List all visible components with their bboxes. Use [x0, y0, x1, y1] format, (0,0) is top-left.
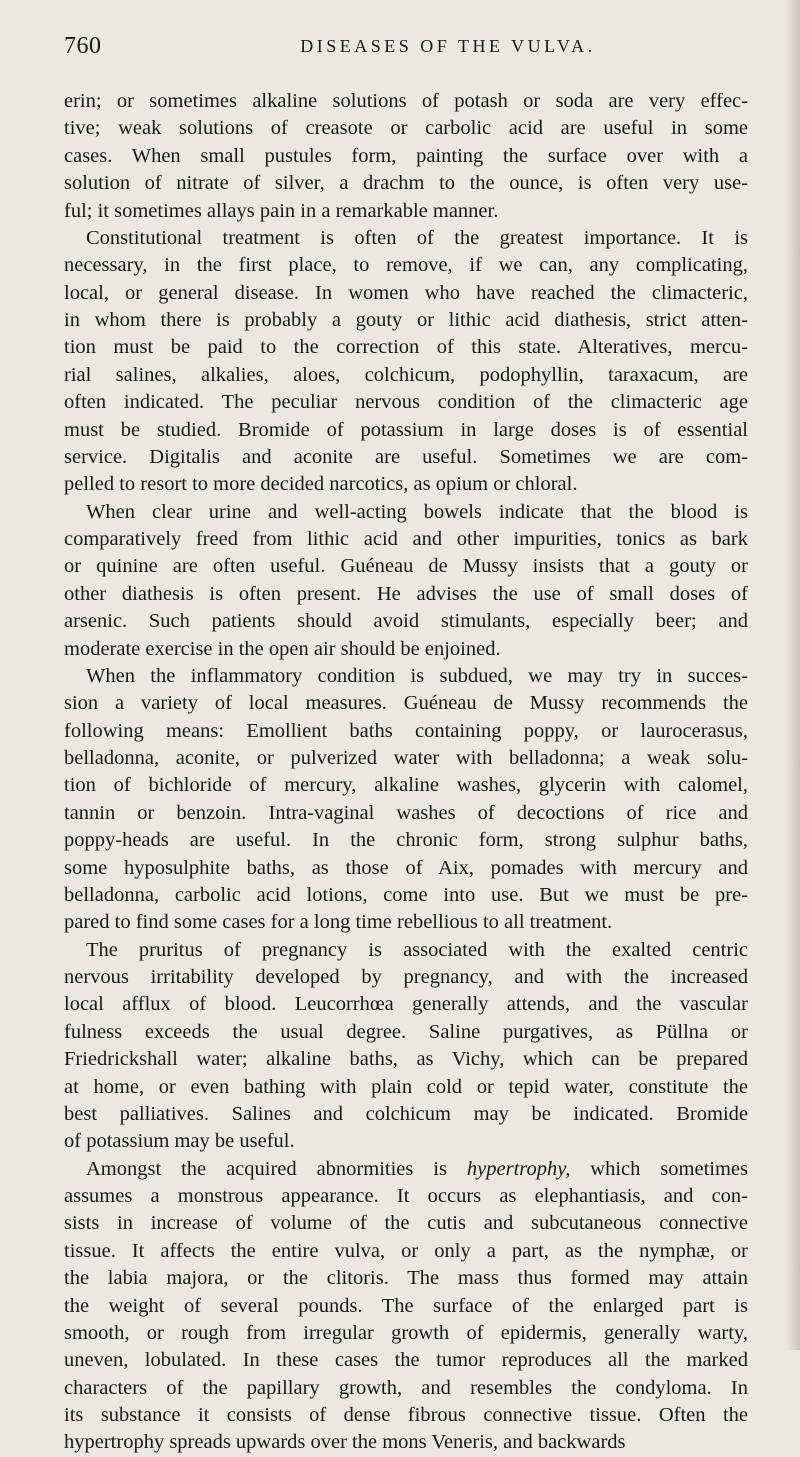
text-line: sion a variety of local measures. Guéneau de Mussy recommends the: [64, 692, 748, 715]
text-line: Constitutional treatment is often of the greatest importance. It is: [86, 226, 748, 249]
text-line: characters of the papillary growth, and resembles the condyloma. In: [64, 1376, 748, 1399]
body-text: [64, 88, 748, 1457]
text-line: its substance it consists of dense fibrous connective tissue. Often the: [64, 1404, 748, 1426]
text-line: often indicated. The peculiar nervous condition of the climacteric age: [64, 391, 748, 414]
text-line: assumes a monstrous appearance. It occurs as elephantiasis, and con-: [64, 1185, 748, 1207]
running-title: DISEASES OF THE VULVA.: [300, 36, 596, 56]
page-number: 760: [64, 33, 102, 59]
page-edge-shadow: [786, 0, 800, 1350]
text-line: When clear urine and well-acting bowels indicate that the blood is: [86, 500, 748, 523]
text-line: poppy-heads are useful. In the chronic form, strong sulphur baths,: [64, 829, 748, 852]
text-line: uneven, lobulated. In these cases the tumor reproduces all the marked: [64, 1349, 748, 1372]
text-line: other diathesis is often present. He advises the use of small doses of: [64, 582, 748, 605]
text-line: some hyposulphite baths, as those of Aix, pomades with mercury and: [64, 856, 748, 879]
text-line: tive; weak solutions of creasote or carbolic acid are useful in some: [64, 117, 748, 140]
text-line: sists in increase of volume of the cutis and subcutaneous connective: [64, 1212, 748, 1235]
text-line: the weight of several pounds. The surface of the enlarged part is: [64, 1294, 748, 1317]
text-line: smooth, or rough from irregular growth of epidermis, generally warty,: [64, 1321, 748, 1344]
text-line: The pruritus of pregnancy is associated with the exalted centric: [86, 938, 748, 961]
text-line: the labia majora, or the clitoris. The mass thus formed may attain: [64, 1267, 748, 1290]
text-line: arsenic. Such patients should avoid stimulants, especially beer; and: [64, 610, 748, 633]
text-line: cases. When small pustules form, painting the surface over with a: [64, 144, 748, 167]
text-line: tion of bichloride of mercury, alkaline washes, glycerin with calomel,: [64, 774, 748, 797]
text-line: at home, or even bathing with plain cold or tepid water, constitute the: [64, 1075, 748, 1098]
text-line: tannin or benzoin. Intra-vaginal washes of decoctions of rice and: [64, 801, 748, 824]
text-line: in whom there is probably a gouty or lithic acid diathesis, strict atten-: [64, 309, 748, 331]
text-line: erin; or sometimes alkaline solutions of potash or soda are very effec-: [64, 90, 748, 112]
text-segment: Amongst the acquired abnormities is: [86, 1157, 447, 1180]
text-line: ful; it sometimes allays pain in a remarkable manner.: [64, 199, 499, 222]
text-line: moderate exercise in the open air should be enjoined.: [64, 637, 501, 660]
text-line: must be studied. Bromide of potassium in large doses is of essential: [64, 418, 748, 441]
text-line: local afflux of blood. Leucorrhœa generally attends, and the vascular: [64, 993, 748, 1016]
italic-term: hypertrophy,: [466, 1157, 571, 1180]
text-line: best palliatives. Salines and colchicum may be indicated. Bromide: [64, 1102, 748, 1125]
text-line: solution of nitrate of silver, a drachm to the ounce, is often very use-: [64, 172, 748, 195]
text-line: following means: Emollient baths containing poppy, or laurocerasus,: [64, 719, 748, 742]
text-segment: which sometimes: [590, 1157, 748, 1180]
text-line: When the inflammatory condition is subdued, we may try in succes-: [86, 664, 748, 687]
text-line: belladonna, carbolic acid lotions, come into use. But we must be pre-: [64, 883, 748, 906]
text-line: Friedrickshall water; alkaline baths, as Vichy, which can be prepared: [64, 1048, 748, 1071]
text-line: or quinine are often useful. Guéneau de Mussy insists that a gouty or: [64, 555, 748, 578]
text-line: local, or general disease. In women who have reached the climacteric,: [64, 281, 748, 304]
text-line: [64, 1156, 748, 1183]
text-line: of potassium may be useful.: [64, 1130, 295, 1153]
text-line: service. Digitalis and aconite are useful. Sometimes we are com-: [64, 445, 748, 468]
text-line: nervous irritability developed by pregnancy, and with the increased: [64, 966, 748, 988]
running-head: [64, 28, 748, 64]
text-line: necessary, in the first place, to remove, if we can, any complicating,: [64, 254, 748, 277]
text-line: pelled to resort to more decided narcotics, as opium or chloral.: [64, 473, 578, 496]
text-line: tissue. It affects the entire vulva, or only a part, as the nymphæ, or: [64, 1239, 748, 1262]
text-line: tion must be paid to the correction of this state. Alteratives, mercu-: [64, 336, 748, 359]
text-line: pared to find some cases for a long time rebellious to all treatment.: [64, 911, 613, 934]
text-line: comparatively freed from lithic acid and other impurities, tonics as bark: [64, 528, 748, 550]
text-line: rial salines, alkalies, aloes, colchicum, podophyllin, taraxacum, are: [64, 363, 748, 386]
text-line: fulness exceeds the usual degree. Saline purgatives, as Püllna or: [64, 1020, 748, 1043]
text-line: belladonna, aconite, or pulverized water with belladonna; a weak solu-: [64, 747, 748, 769]
text-line: hypertrophy spreads upwards over the mons Veneris, and backwards: [64, 1431, 626, 1454]
